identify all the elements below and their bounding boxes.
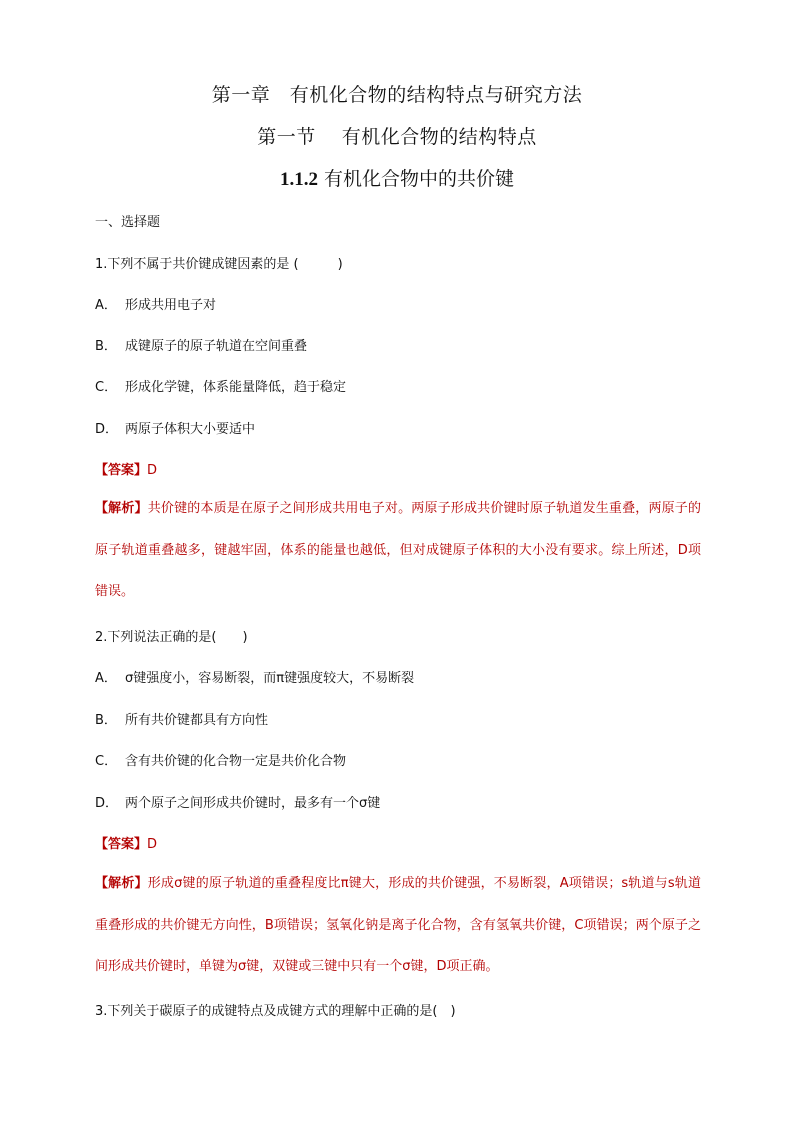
question-2-answer xyxy=(95,833,157,852)
option-label: B． xyxy=(95,339,117,354)
question-2-stem: 2.下列说法正确的是( ) xyxy=(95,630,248,645)
question-2-option-d xyxy=(95,792,380,811)
option-text: 形成共用电子对 xyxy=(125,298,217,313)
option-label: A． xyxy=(95,671,117,686)
question-1-option-b xyxy=(95,335,307,354)
answer-tag: 【答案】 xyxy=(95,837,148,852)
section-prefix: 第一节 xyxy=(257,126,316,148)
lesson-number: 1.1.2 xyxy=(279,169,318,190)
option-text: 成键原子的原子轨道在空间重叠 xyxy=(125,339,308,354)
question-1-explanation xyxy=(95,488,701,613)
option-text: 所有共价键都具有方向性 xyxy=(125,713,269,728)
option-text: 含有共价键的化合物一定是共价化合物 xyxy=(125,754,347,769)
option-label: C． xyxy=(95,380,118,395)
lesson-name: 有机化合物中的共价键 xyxy=(324,168,515,190)
answer-value: D xyxy=(147,837,158,852)
option-text: 形成化学键，体系能量降低，趋于稳定 xyxy=(125,380,347,395)
answer-value: D xyxy=(147,463,158,478)
question-2-explanation xyxy=(95,863,701,988)
question-2-option-c xyxy=(95,750,346,769)
explanation-text: 共价键的本质是在原子之间形成共用电子对。两原子形成共价键时原子轨道发生重叠，两原子的原子轨道重叠越多，键越牢固，体系的能量也越低，但对成键原子体积的大小没有要求。综上所述，D项错误。 xyxy=(95,501,701,599)
option-label: C． xyxy=(95,754,118,769)
answer-tag: 【答案】 xyxy=(95,463,148,478)
option-text: σ键强度小，容易断裂，而π键强度较大，不易断裂 xyxy=(125,671,415,686)
option-label: D． xyxy=(95,796,119,811)
question-1-answer xyxy=(95,459,157,478)
lesson-title xyxy=(0,164,794,191)
question-3-stem: 3.下列关于碳原子的成键特点及成键方式的理解中正确的是( ) xyxy=(95,1004,456,1019)
option-text: 两个原子之间形成共价键时，最多有一个σ键 xyxy=(125,796,381,811)
option-text: 两原子体积大小要适中 xyxy=(125,422,256,437)
explanation-tag: 【解析】 xyxy=(95,501,148,516)
question-1-stem: 1.下列不属于共价键成键因素的是 ( ) xyxy=(95,257,343,272)
explanation-text: 形成σ键的原子轨道的重叠程度比π键大，形成的共价键强，不易断裂，A项错误；s轨道与s轨道重叠形成的共价键无方向性，B项错误；氢氧化钠是离子化合物，含有氢氧共价键，C项错误；两个原子之间形成共价键时，单键为σ键，双键或三键中只有一个σ键，D项正确。 xyxy=(95,876,701,974)
question-1-option-a xyxy=(95,294,216,313)
question-1-option-d xyxy=(95,418,255,437)
option-label: D． xyxy=(95,422,119,437)
chapter-title: 第一章 有机化合物的结构特点与研究方法 xyxy=(211,84,583,106)
option-label: A． xyxy=(95,298,117,313)
section-title xyxy=(0,122,794,149)
question-2-option-a xyxy=(95,667,414,686)
option-label: B． xyxy=(95,713,117,728)
question-section-label: 一、选择题 xyxy=(95,215,161,230)
question-1-option-c xyxy=(95,376,346,395)
explanation-tag: 【解析】 xyxy=(95,876,148,891)
section-name: 有机化合物的结构特点 xyxy=(341,126,537,148)
question-2-option-b xyxy=(95,709,268,728)
